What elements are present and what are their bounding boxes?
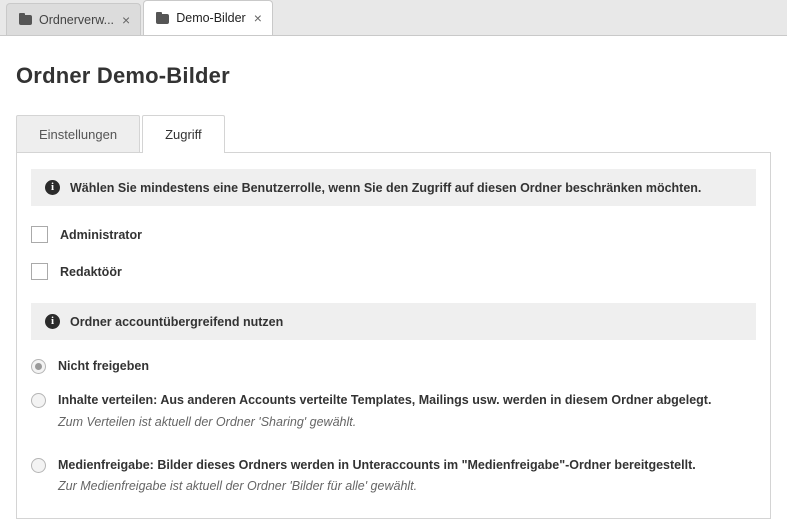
sharing-option-nicht-freigeben[interactable] xyxy=(17,358,770,374)
zugriff-panel xyxy=(16,153,771,519)
close-icon[interactable]: × xyxy=(122,11,131,28)
settings-tabs xyxy=(16,115,771,153)
sharing-option-note: Zur Medienfreigabe ist aktuell der Ordner 'Bilder für alle' gewählt. xyxy=(58,478,418,493)
role-label[interactable]: Redaktöör xyxy=(60,264,122,279)
radio-nicht-freigeben[interactable] xyxy=(31,359,46,374)
tab-einstellungen[interactable]: Einstellungen xyxy=(16,115,140,152)
spacer xyxy=(17,429,770,439)
role-label[interactable]: Administrator xyxy=(60,227,142,242)
info-icon: i xyxy=(45,314,60,329)
sharing-notice xyxy=(31,303,756,340)
page-content xyxy=(0,63,787,519)
sharing-option-label[interactable]: Inhalte verteilen: Aus anderen Accounts verteilte Templates, Mailings usw. werden in diesem Ordner abgelegt. xyxy=(58,393,712,408)
folder-icon xyxy=(156,13,169,24)
checkbox-redaktoer[interactable] xyxy=(31,263,48,280)
role-row-administrator[interactable] xyxy=(17,226,770,243)
tab-zugriff[interactable]: Zugriff xyxy=(142,115,225,153)
browser-tab-ordnerverwaltung[interactable] xyxy=(6,3,141,35)
info-icon: i xyxy=(45,180,60,195)
role-notice xyxy=(31,169,756,206)
sharing-notice-text: Ordner accountübergreifend nutzen xyxy=(70,314,284,329)
role-notice-text: Wählen Sie mindestens eine Benutzerrolle, wenn Sie den Zugriff auf diesen Ordner beschränken möchten. xyxy=(70,180,702,195)
sharing-option-inhalte-verteilen[interactable] xyxy=(17,392,770,408)
sharing-option-note: Zum Verteilen ist aktuell der Ordner 'Sharing' gewählt. xyxy=(58,414,357,429)
close-icon[interactable]: × xyxy=(253,10,262,26)
browser-tab-bar xyxy=(0,0,787,36)
browser-tab-title: Ordnerverw... xyxy=(39,12,115,27)
page-title: Ordner Demo-Bilder xyxy=(16,63,230,88)
checkbox-administrator[interactable] xyxy=(31,226,48,243)
sharing-option-label[interactable]: Nicht freigeben xyxy=(58,359,149,373)
sharing-option-label[interactable]: Medienfreigabe: Bilder dieses Ordners werden in Unteraccounts im "Medienfreigabe"-Ordner bereitgestellt. xyxy=(58,457,696,472)
radio-inhalte-verteilen[interactable] xyxy=(31,393,46,408)
browser-tab-demo-bilder[interactable] xyxy=(143,0,273,35)
browser-tab-title: Demo-Bilder xyxy=(176,11,246,25)
radio-medienfreigabe[interactable] xyxy=(31,458,46,473)
sharing-option-medienfreigabe[interactable] xyxy=(17,457,770,473)
role-row-redaktoer[interactable] xyxy=(17,263,770,280)
folder-icon xyxy=(19,14,32,25)
